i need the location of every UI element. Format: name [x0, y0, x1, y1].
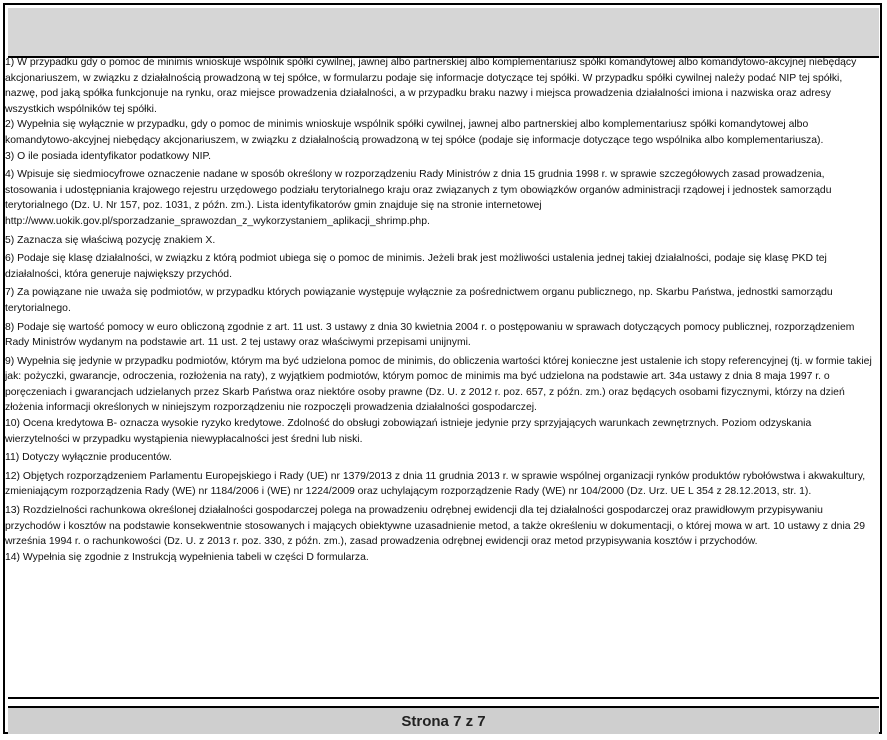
footnote-10: 10) Ocena kredytowa B- oznacza wysokie ryzyko kredytowe. Zdolność do obsługi zobowiązań istnieje jedynie przy sprzyjających warunkach zewnętrznych. Poziom odzyskania wierzytelności w przypadku wystąpienia niewypłacalności jest średni lub niski. — [5, 418, 812, 445]
bottom-rule — [8, 697, 879, 699]
footnote-6: 6) Podaje się klasę działalności, w związku z którą podmiot ubiega się o pomoc de minimis. Jeżeli brak jest możliwości ustalenia jednej takiej działalności, podaje się klasę PKD tej działalności, która generuje największy przychód. — [5, 253, 827, 280]
footnote-9: 9) Wypełnia się jedynie w przypadku podmiotów, którym ma być udzielona pomoc de minimis, do obliczenia wartości której konieczne jest ustalenie ich stopy referencyjnej (tj. w formie takiej jak: pożyczki, gwarancje, odroczenia, rozłożenia na raty), z wyjątkiem podmiotów, którym pomoc de minimis ma być udzielona na podstawie art. 34a ustawy z dnia 8 maja 1997 r. o poręczeniach i gwarancjach udzielanych przez Skarb Państwa oraz niektóre osoby prawne (Dz. U. z 2012 r. poz. 657, z późn. zm.) oraz będących osobami fizycznymi, którzy na dzień złożenia informacji określonych w niniejszym rozporządzeniu nie rozpoczęli prowadzenia działalności gospodarczej. — [5, 355, 872, 414]
footnotes-list — [5, 55, 876, 565]
header-band — [8, 8, 879, 58]
footnote-1: 1) W przypadku gdy o pomoc de minimis wnioskuje wspólnik spółki cywilnej, jawnej albo partnerskiej albo komplementariusz spółki komandytowej albo komandytowo-akcyjnej niebędący akcjonariuszem, w związku z działalnością prowadzoną w tej spółce, w formularzu podaje się informacje dotyczące tej spółki. W przypadku spółki cywilnej należy podać NIP tej spółki, nazwę, pod jaką spółka funkcjonuje na rynku, oraz miejsce prowadzenia działalności, a w przypadku braku nazwy i miejsca prowadzenia działalności imiona i nazwiska oraz adresy wszystkich wspólników tej spółki. — [5, 57, 857, 115]
footnote-14: 14) Wypełnia się zgodnie z Instrukcją wypełnienia tabeli w części D formularza. — [5, 551, 369, 563]
footnote-13: 13) Rozdzielności rachunkowa określonej działalności gospodarczej polega na prowadzeniu odrębnej ewidencji dla tej działalności gospodarczej oraz prawidłowym przypisywaniu przychodów i kosztów na podstawie konsekwentnie stosowanych i mających obiektywne uzasadnienie metod, a także określeniu w dokumentacji, o której mowa w art. 10 ustawy z dnia 29 września 1994 r. o rachunkowości (Dz. U. z 2013 r. poz. 330, z późn. zm.), zasad prowadzenia odrębnej ewidencji oraz metod przypisywania kosztów i przychodów. — [5, 505, 865, 548]
page-number-label: Strona 7 z 7 — [401, 712, 486, 730]
footnote-8: 8) Podaje się wartość pomocy w euro obliczoną zgodnie z art. 11 ust. 3 ustawy z dnia 30 kwietnia 2004 r. o postępowaniu w sprawach dotyczących pomocy publicznej, rozporządzeniem Rady Ministrów wydanym na podstawie art. 11 ust. 2 tej ustawy oraz właściwymi przepisami unijnymi. — [5, 321, 855, 349]
footnote-5: 5) Zaznacza się właściwą pozycję znakiem X. — [5, 234, 216, 246]
page-footer — [8, 706, 879, 734]
footnote-4: 4) Wpisuje się siedmiocyfrowe oznaczenie nadane w sposób określony w rozporządzeniu Rady Ministrów z dnia 15 grudnia 1998 r. w sprawie szczegółowych zasad prowadzenia, stosowania i udostępniania krajowego rejestru urzędowego podziału terytorialnego kraju oraz związanych z tym obowiązków organów administracji rządowej i jednostek samorządu terytorialnego (Dz. U. Nr 157, poz. 1031, z późn. zm.). Lista identyfikatorów gmin znajduje się na stronie internetowej http://www.uokik.gov.pl/sporzadzanie_sprawozdan_z_wykorzystaniem_aplikacji_shrimp.php. — [5, 169, 832, 227]
footnote-12: 12) Objętych rozporządzeniem Parlamentu Europejskiego i Rady (UE) nr 1379/2013 z dnia 11 grudnia 2013 r. w sprawie wspólnej organizacji rynków produktów rybołówstwa i akwakultury, zmieniającym rozporządzenia Rady (WE) nr 1184/2006 i (WE) nr 1224/2009 oraz uchylającym rozporządzenie Rady (WE) nr 104/2000 (Dz. Urz. UE L 354 z 28.12.2013, str. 1). — [5, 470, 866, 498]
footnote-2: 2) Wypełnia się wyłącznie w przypadku, gdy o pomoc de minimis wnioskuje wspólnik spółki cywilnej, jawnej albo partnerskiej albo komplementariusz spółki komandytowej albo komandytowo-akcyjnej niebędący akcjonariuszem, w związku z działalnością prowadzoną w tej spółce (podaje się informacje dotyczące tego wspólnika albo komplementariusza). — [5, 119, 824, 146]
footnote-3: 3) O ile posiada identyfikator podatkowy NIP. — [5, 150, 212, 162]
footnote-11: 11) Dotyczy wyłącznie producentów. — [5, 452, 172, 464]
footnote-7: 7) Za powiązane nie uważa się podmiotów, w przypadku których powiązanie występuje wyłącznie za pośrednictwem organu publicznego, np. Skarbu Państwa, jednostki samorządu terytorialnego. — [5, 287, 833, 314]
